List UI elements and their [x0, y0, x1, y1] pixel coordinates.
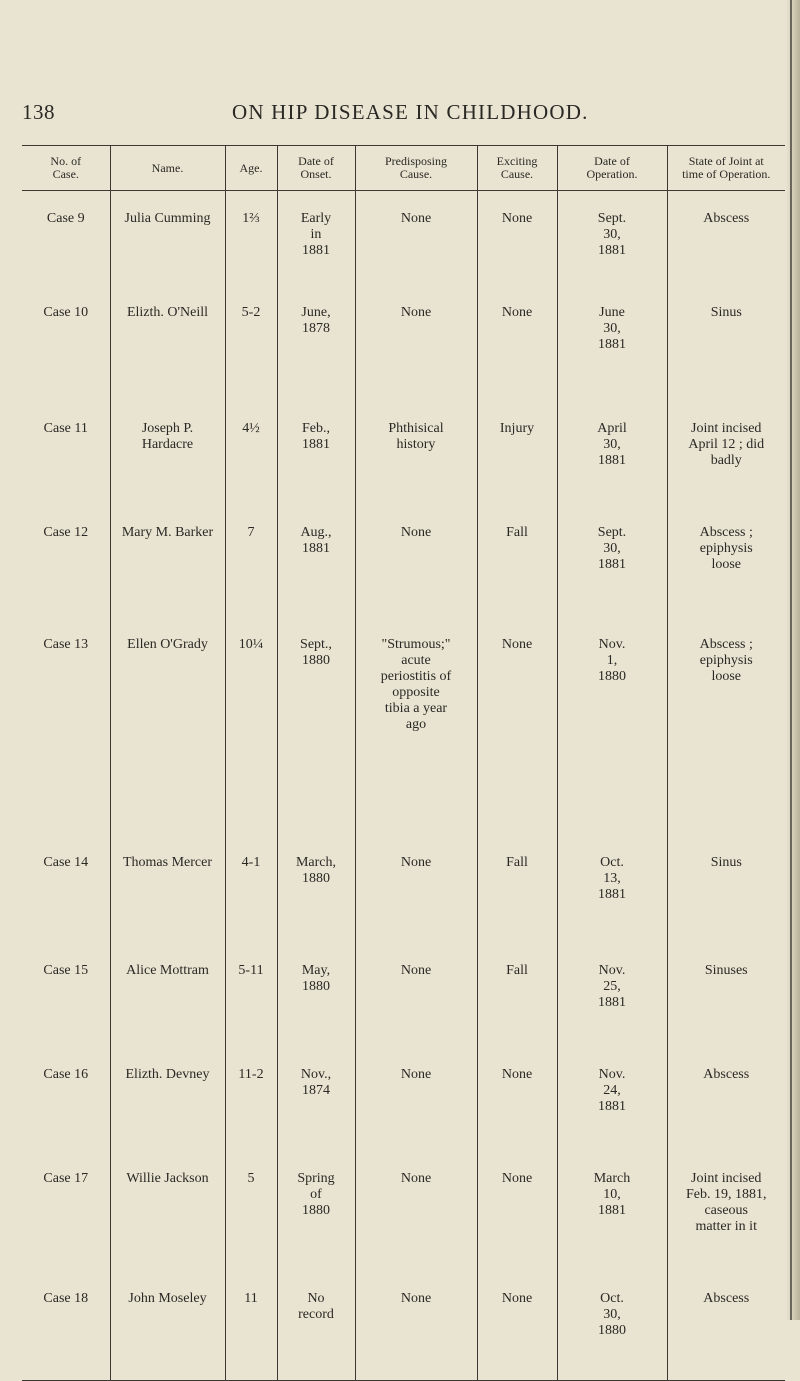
- cell-exciting-cause: None: [477, 1165, 557, 1285]
- cell-age: 11-2: [225, 1061, 277, 1165]
- cell-case-number: Case 13: [43, 636, 89, 652]
- table-row: [22, 415, 785, 519]
- cell-predisposing-cause: None: [355, 1165, 477, 1285]
- table-row: [22, 299, 785, 415]
- cell-exciting-cause: Fall: [477, 519, 557, 631]
- cell-exciting-cause: None: [477, 191, 557, 299]
- table-body: [22, 191, 785, 1381]
- cell-state-of-joint: Abscess ; epiphysis loose: [667, 631, 785, 849]
- cell-exciting-cause: None: [477, 1285, 557, 1381]
- cell-case-number: Case 18: [22, 1285, 110, 1381]
- cell-case-number: Case 9: [46, 211, 85, 226]
- cell-date-of-onset: Feb., 1881: [277, 415, 355, 519]
- cell-predisposing-cause: None: [355, 519, 477, 631]
- cell-state-of-joint: Abscess ; epiphysis loose: [667, 519, 785, 631]
- table-row: [22, 957, 785, 1061]
- cell-predisposing-cause: Phthisical history: [355, 415, 477, 519]
- cell-state-of-joint: Sinus: [667, 849, 785, 957]
- cell-date-of-operation: Oct. 13, 1881: [557, 849, 667, 957]
- cell-date-of-onset: Sept., 1880: [277, 631, 355, 849]
- cell-case-number: Case 11: [43, 420, 88, 436]
- cell-patient-name: Ellen O'Grady: [110, 631, 225, 849]
- cell-date-of-onset: Spring of 1880: [277, 1165, 355, 1285]
- cell-patient-name: Joseph P. Hardacre: [110, 415, 225, 519]
- cell-date-of-operation: March 10, 1881: [557, 1165, 667, 1285]
- cell-age: 10¼: [225, 631, 277, 849]
- cell-date-of-operation: Nov. 24, 1881: [557, 1061, 667, 1165]
- table-row: [22, 849, 785, 957]
- cell-predisposing-cause: None: [355, 1061, 477, 1165]
- page-edge-line: [790, 0, 792, 1320]
- cell-case-number: Case 17: [43, 1170, 89, 1186]
- cell-age: 4½: [225, 415, 277, 519]
- column-header-exciting-cause: Exciting Cause.: [477, 146, 557, 191]
- cell-age: 7: [225, 519, 277, 631]
- cell-date-of-onset: May, 1880: [277, 957, 355, 1061]
- cell-state-of-joint: Sinus: [667, 299, 785, 415]
- cell-patient-name: Elizth. O'Neill: [110, 299, 225, 415]
- table-row: [22, 1285, 785, 1381]
- cell-predisposing-cause: None: [355, 299, 477, 415]
- table-row: [22, 631, 785, 849]
- column-header-date-of-onset: Date of Onset.: [277, 146, 355, 191]
- cell-case-number: Case 14: [43, 854, 89, 870]
- cell-predisposing-cause: None: [355, 957, 477, 1061]
- cell-date-of-onset: Aug., 1881: [277, 519, 355, 631]
- cell-patient-name: Julia Cumming: [110, 191, 225, 299]
- cell-exciting-cause: None: [477, 631, 557, 849]
- cell-date-of-onset: March, 1880: [277, 849, 355, 957]
- column-header-date-of-operation: Date of Operation.: [557, 146, 667, 191]
- cell-age: 11: [225, 1285, 277, 1381]
- cell-exciting-cause: Injury: [477, 415, 557, 519]
- case-table-container: [22, 145, 785, 1338]
- column-header-predisposing-cause: Predisposing Cause.: [355, 146, 477, 191]
- cell-exciting-cause: None: [477, 299, 557, 415]
- cell-patient-name: Alice Mottram: [110, 957, 225, 1061]
- cell-predisposing-cause: "Strumous;" acute periostitis of opposite tibia a year ago: [355, 631, 477, 849]
- cell-case-number: Case 16: [43, 1066, 89, 1082]
- cell-date-of-onset: June, 1878: [277, 299, 355, 415]
- column-header-case-no: No. of Case.: [22, 146, 110, 191]
- cell-predisposing-cause: None: [355, 1285, 477, 1381]
- cell-case-number: Case 12: [43, 524, 89, 540]
- table-row: [22, 191, 785, 299]
- cell-case-number: Case 15: [43, 962, 89, 978]
- cell-patient-name: Thomas Mercer: [110, 849, 225, 957]
- cell-exciting-cause: Fall: [477, 957, 557, 1061]
- cell-date-of-operation: April 30, 1881: [557, 415, 667, 519]
- cell-age: 4-1: [225, 849, 277, 957]
- page-number: 138: [22, 100, 55, 124]
- cell-date-of-onset: Early in 1881: [277, 191, 355, 299]
- cell-state-of-joint: Sinuses: [667, 957, 785, 1061]
- cell-date-of-operation: Nov. 1, 1880: [557, 631, 667, 849]
- cell-exciting-cause: None: [477, 1061, 557, 1165]
- cell-age: 5-2: [225, 299, 277, 415]
- cell-state-of-joint: Joint incised Feb. 19, 1881, caseous matter in it: [667, 1165, 785, 1285]
- column-header-age: Age.: [225, 146, 277, 191]
- cell-age: 5-11: [225, 957, 277, 1061]
- table-row: [22, 1061, 785, 1165]
- cell-state-of-joint: Abscess: [667, 1061, 785, 1165]
- cell-patient-name: Willie Jackson: [110, 1165, 225, 1285]
- cell-state-of-joint: Abscess: [667, 1285, 785, 1381]
- cell-exciting-cause: Fall: [477, 849, 557, 957]
- cell-date-of-operation: Nov. 25, 1881: [557, 957, 667, 1061]
- column-header-name: Name.: [110, 146, 225, 191]
- cell-date-of-operation: Oct. 30, 1880: [557, 1285, 667, 1381]
- cell-predisposing-cause: None: [355, 849, 477, 957]
- cell-state-of-joint: Joint incised April 12 ; did badly: [667, 415, 785, 519]
- cell-age: 1⅔: [225, 191, 277, 299]
- cell-patient-name: John Moseley: [110, 1285, 225, 1381]
- table-header: [22, 146, 785, 191]
- cell-case-number: Case 10: [43, 304, 89, 320]
- cell-date-of-operation: Sept. 30, 1881: [557, 191, 667, 299]
- cell-date-of-onset: No record: [277, 1285, 355, 1381]
- cell-date-of-operation: Sept. 30, 1881: [557, 519, 667, 631]
- table-row: [22, 1165, 785, 1285]
- cell-date-of-operation: June 30, 1881: [557, 299, 667, 415]
- running-title: ON HIP DISEASE IN CHILDHOOD.: [232, 100, 589, 124]
- table-row: [22, 519, 785, 631]
- cell-patient-name: Mary M. Barker: [110, 519, 225, 631]
- page-edge-shadow: [786, 0, 800, 1320]
- cell-patient-name: Elizth. Devney: [110, 1061, 225, 1165]
- cell-date-of-onset: Nov., 1874: [277, 1061, 355, 1165]
- cell-age: 5: [225, 1165, 277, 1285]
- column-header-state-of-joint: State of Joint at time of Operation.: [667, 146, 785, 191]
- case-table: [22, 145, 785, 1381]
- cell-predisposing-cause: None: [355, 191, 477, 299]
- cell-state-of-joint: Abscess: [667, 191, 785, 299]
